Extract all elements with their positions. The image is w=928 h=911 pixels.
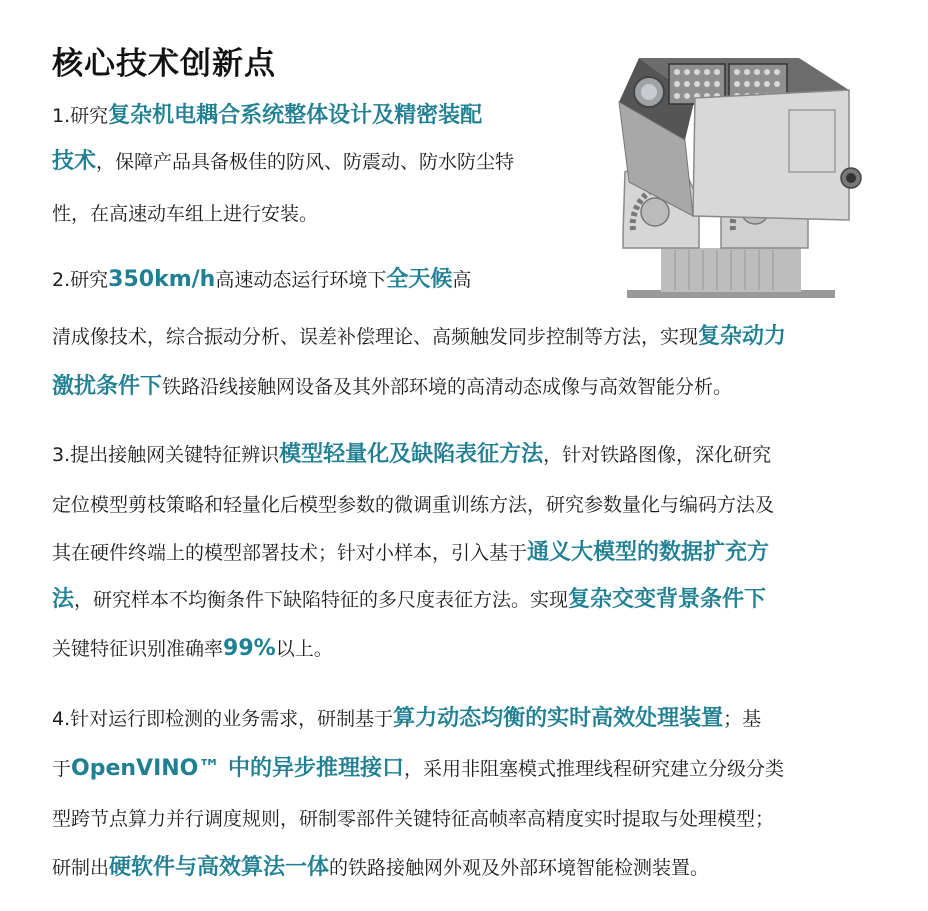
camera-inspection-device-icon	[603, 52, 873, 300]
paragraph-line	[52, 853, 709, 883]
body-text: 其在硬件终端上的模型部署技术；针对小样本，引入基于	[52, 542, 528, 564]
highlight-text: 99%	[223, 636, 276, 661]
paragraph-line	[52, 199, 318, 229]
body-text: 3.提出接触网关键特征辨识	[52, 444, 280, 466]
body-text: 定位模型剪枝策略和轻量化后模型参数的微调重训练方法，研究参数量化与编码方法及	[52, 494, 775, 516]
highlight-text: 硬软件与高效算法一体	[109, 855, 330, 880]
highlight-text: 复杂机电耦合系统整体设计及精密装配	[108, 103, 483, 128]
paragraph-line	[52, 372, 732, 402]
highlight-text: 技术	[52, 149, 97, 174]
highlight-text: 法	[52, 587, 75, 612]
paragraph-line	[52, 322, 786, 352]
paragraph-line	[52, 490, 774, 520]
paragraph-line	[52, 147, 514, 177]
body-text: 以上。	[275, 638, 333, 660]
paragraph-line	[52, 704, 761, 734]
highlight-text: 通义大模型的数据扩充方	[527, 540, 770, 565]
paragraph-line	[52, 101, 482, 131]
body-text: 高速动态运行环境下	[215, 269, 387, 291]
paragraph-line	[52, 585, 766, 615]
body-text: 型跨节点算力并行调度规则，研制零部件关键特征高帧率高精度实时提取与处理模型；	[52, 808, 775, 830]
body-text: ；基	[723, 708, 762, 730]
body-text: ，保障产品具备极佳的防风、防震动、防水防尘特	[96, 151, 515, 173]
body-text: 铁路沿线接触网设备及其外部环境的高清动态成像与高效智能分析。	[162, 376, 733, 398]
body-text: 于	[52, 758, 72, 780]
page-title: 核心技术创新点	[52, 46, 276, 82]
body-text: ，研究样本不均衡条件下缺陷特征的多尺度表征方法。实现	[74, 589, 569, 611]
paragraph-line	[52, 804, 774, 834]
paragraph-line	[52, 538, 769, 568]
body-text: ，采用非阻塞模式推理线程研究建立分级分类	[404, 758, 785, 780]
highlight-text: OpenVINO™ 中的异步推理接口	[71, 756, 405, 781]
body-text: 关键特征识别准确率	[52, 638, 224, 660]
body-text: 研制出	[52, 857, 110, 879]
paragraph-line	[52, 440, 771, 470]
highlight-text: 算力动态均衡的实时高效处理装置	[393, 706, 724, 731]
highlight-text: 激扰条件下	[52, 374, 163, 399]
body-text: 清成像技术，综合振动分析、误差补偿理论、高频触发同步控制等方法，实现	[52, 326, 699, 348]
body-text: 高	[452, 269, 472, 291]
paragraph-line	[52, 634, 333, 664]
highlight-text: 复杂交变背景条件下	[568, 587, 767, 612]
body-text: ，针对铁路图像，深化研究	[543, 444, 772, 466]
body-text: 4.针对运行即检测的业务需求，研制基于	[52, 708, 394, 730]
highlight-text: 复杂动力	[698, 324, 787, 349]
highlight-text: 全天候	[386, 267, 453, 292]
body-text: 2.研究	[52, 269, 109, 291]
body-text: 的铁路接触网外观及外部环境智能检测装置。	[329, 857, 710, 879]
highlight-text: 模型轻量化及缺陷表征方法	[279, 442, 544, 467]
paragraph-line	[52, 754, 784, 784]
paragraph-line	[52, 265, 471, 295]
highlight-text: 350km/h	[108, 267, 216, 292]
body-text: 1.研究	[52, 105, 109, 127]
body-text: 性，在高速动车组上进行安装。	[52, 203, 319, 225]
